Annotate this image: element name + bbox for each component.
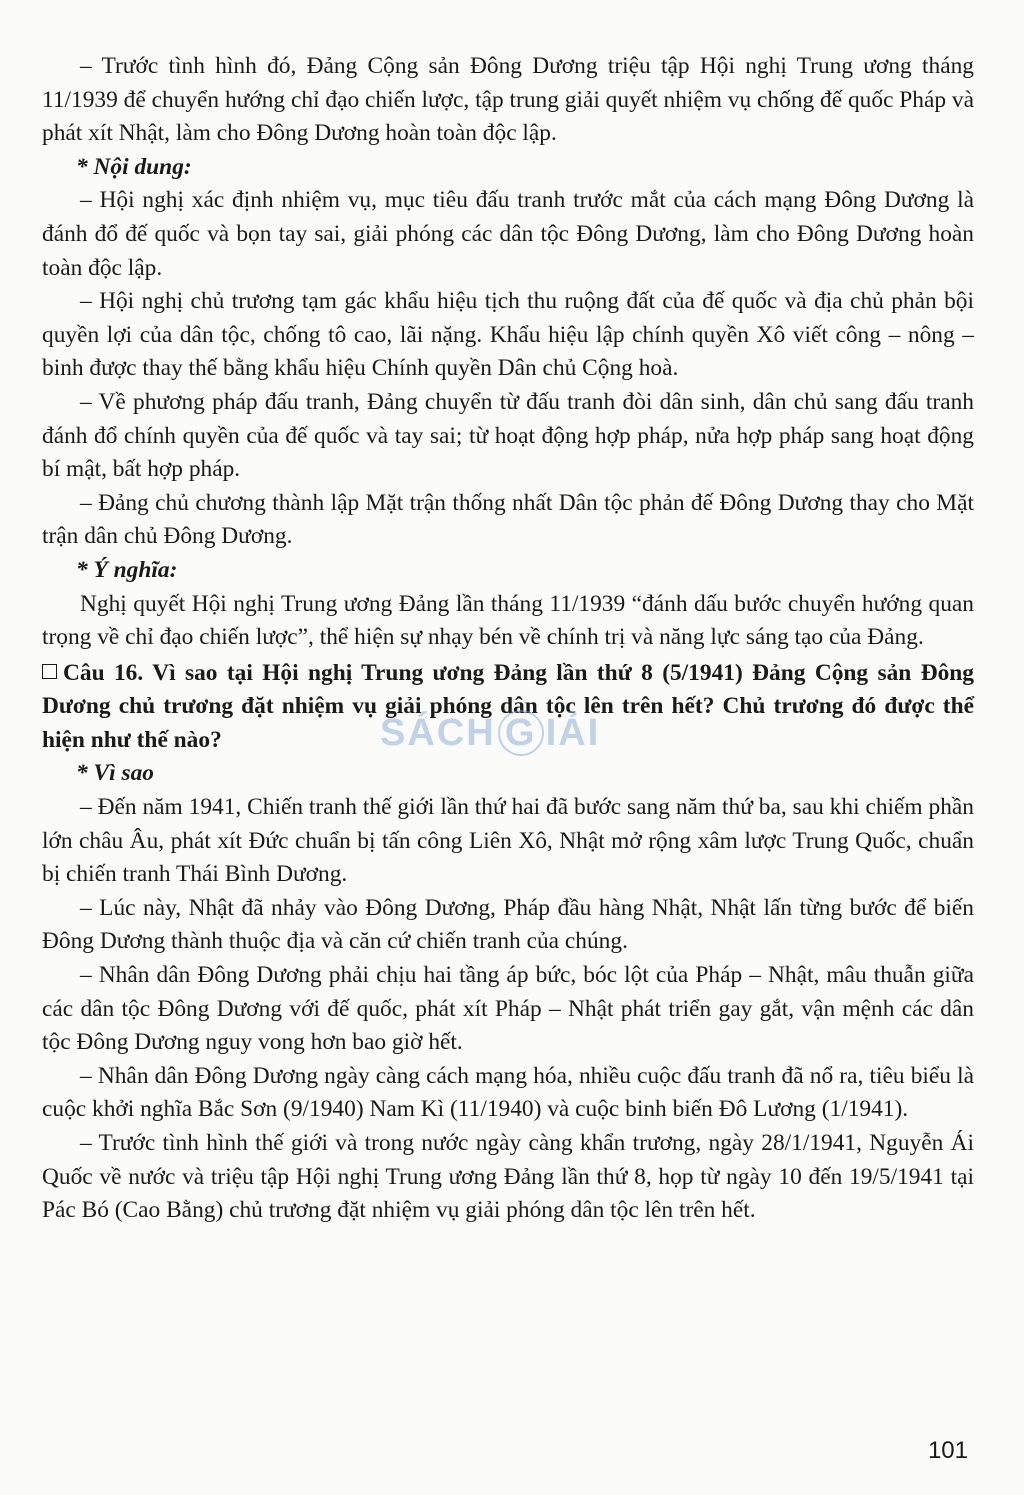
- page-number: 101: [927, 1437, 968, 1464]
- watermark-logo: SÁCH G IẢI: [380, 712, 601, 754]
- checkbox-icon: [42, 664, 57, 679]
- question-text: Câu 16. Vì sao tại Hội nghị Trung ương Đảng lần thứ 8 (5/1941) Đảng Cộng sản Đông Dương chủ trương đặt nhiệm vụ giải phóng dân tộc lên trên hết? Chủ trương đó được thể hiện như thế nào?: [42, 659, 974, 753]
- paragraph: – Trước tình hình thế giới và trong nước ngày càng khẩn trương, ngày 28/1/1941, Nguyễn Ái Quốc về nước và triệu tập Hội nghị Trung ương Đảng lần thứ 8, họp từ ngày 10 đến 19/5/1941 tại Pác Bó (Cao Bằng) chủ trương đặt nhiệm vụ giải phóng dân tộc lên trên hết.: [42, 1130, 974, 1224]
- paragraph: Nghị quyết Hội nghị Trung ương Đảng lần tháng 11/1939 “đánh dấu bước chuyển hướng quan trọng về chỉ đạo chiến lược”, thể hiện sự nhạy bén về chính trị và năng lực sáng tạo của Đảng.: [42, 590, 974, 651]
- section-heading-vi-sao: * Vì sao: [76, 760, 154, 787]
- page-content: [42, 50, 974, 1228]
- paragraph: – Nhân dân Đông Dương ngày càng cách mạng hóa, nhiều cuộc đấu tranh đã nổ ra, tiêu biểu là cuộc khởi nghĩa Bắc Sơn (9/1940) Nam Kì (11/1940) và cuộc binh biến Đô Lương (1/1941).: [42, 1062, 974, 1123]
- paragraph: – Lúc này, Nhật đã nhảy vào Đông Dương, Pháp đầu hàng Nhật, Nhật lấn từng bước để biến Đông Dương thành thuộc địa và căn cứ chiến tranh của chúng.: [42, 894, 974, 955]
- paragraph: – Đảng chủ chương thành lập Mặt trận thống nhất Dân tộc phản đế Đông Dương thay cho Mặt trận dân chủ Đông Dương.: [42, 489, 974, 550]
- paragraph: – Trước tình hình đó, Đảng Cộng sản Đông Dương triệu tập Hội nghị Trung ương tháng 11/1939 để chuyển hướng chỉ đạo chiến lược, tập trung giải quyết nhiệm vụ chống đế quốc Pháp và phát xít Nhật, làm cho Đông Dương hoàn toàn độc lập.: [42, 53, 975, 147]
- question-16: [42, 657, 974, 758]
- paragraph: – Hội nghị xác định nhiệm vụ, mục tiêu đấu tranh trước mắt của cách mạng Đông Dương là đánh đổ đế quốc và bọn tay sai, giải phóng các dân tộc Đông Dương, làm cho Đông Dương hoàn toàn độc lập.: [42, 187, 974, 281]
- paragraph: – Nhân dân Đông Dương phải chịu hai tầng áp bức, bóc lột của Pháp – Nhật, mâu thuẫn giữa các dân tộc Đông Dương với đế quốc, phát xít Pháp – Nhật phát triển gay gắt, vận mệnh các dân tộc Đông Dương nguy vong hơn bao giờ hết.: [42, 962, 974, 1056]
- section-heading-y-nghia: * Ý nghĩa:: [76, 556, 178, 583]
- paragraph: – Hội nghị chủ trương tạm gác khẩu hiệu tịch thu ruộng đất của đế quốc và địa chủ phản bội quyền lợi của dân tộc, chống tô cao, lãi nặng. Khẩu hiệu lập chính quyền Xô viết công – nông – binh được thay thế bằng khẩu hiệu Chính quyền Dân chủ Cộng hoà.: [42, 288, 974, 382]
- section-heading-noi-dung: * Nội dung:: [76, 153, 192, 180]
- paragraph: – Về phương pháp đấu tranh, Đảng chuyển từ đấu tranh đòi dân sinh, dân chủ sang đấu tranh đánh đổ chính quyền của đế quốc và tay sai; từ hoạt động hợp pháp, nửa hợp pháp sang hoạt động bí mật, bất hợp pháp.: [42, 388, 974, 483]
- paragraph: – Đến năm 1941, Chiến tranh thế giới lần thứ hai đã bước sang năm thứ ba, sau khi chiếm phần lớn châu Âu, phát xít Đức chuẩn bị tấn công Liên Xô, Nhật mở rộng xâm lược Trung Quốc, chuẩn bị chiến tranh Thái Bình Dương.: [42, 794, 974, 888]
